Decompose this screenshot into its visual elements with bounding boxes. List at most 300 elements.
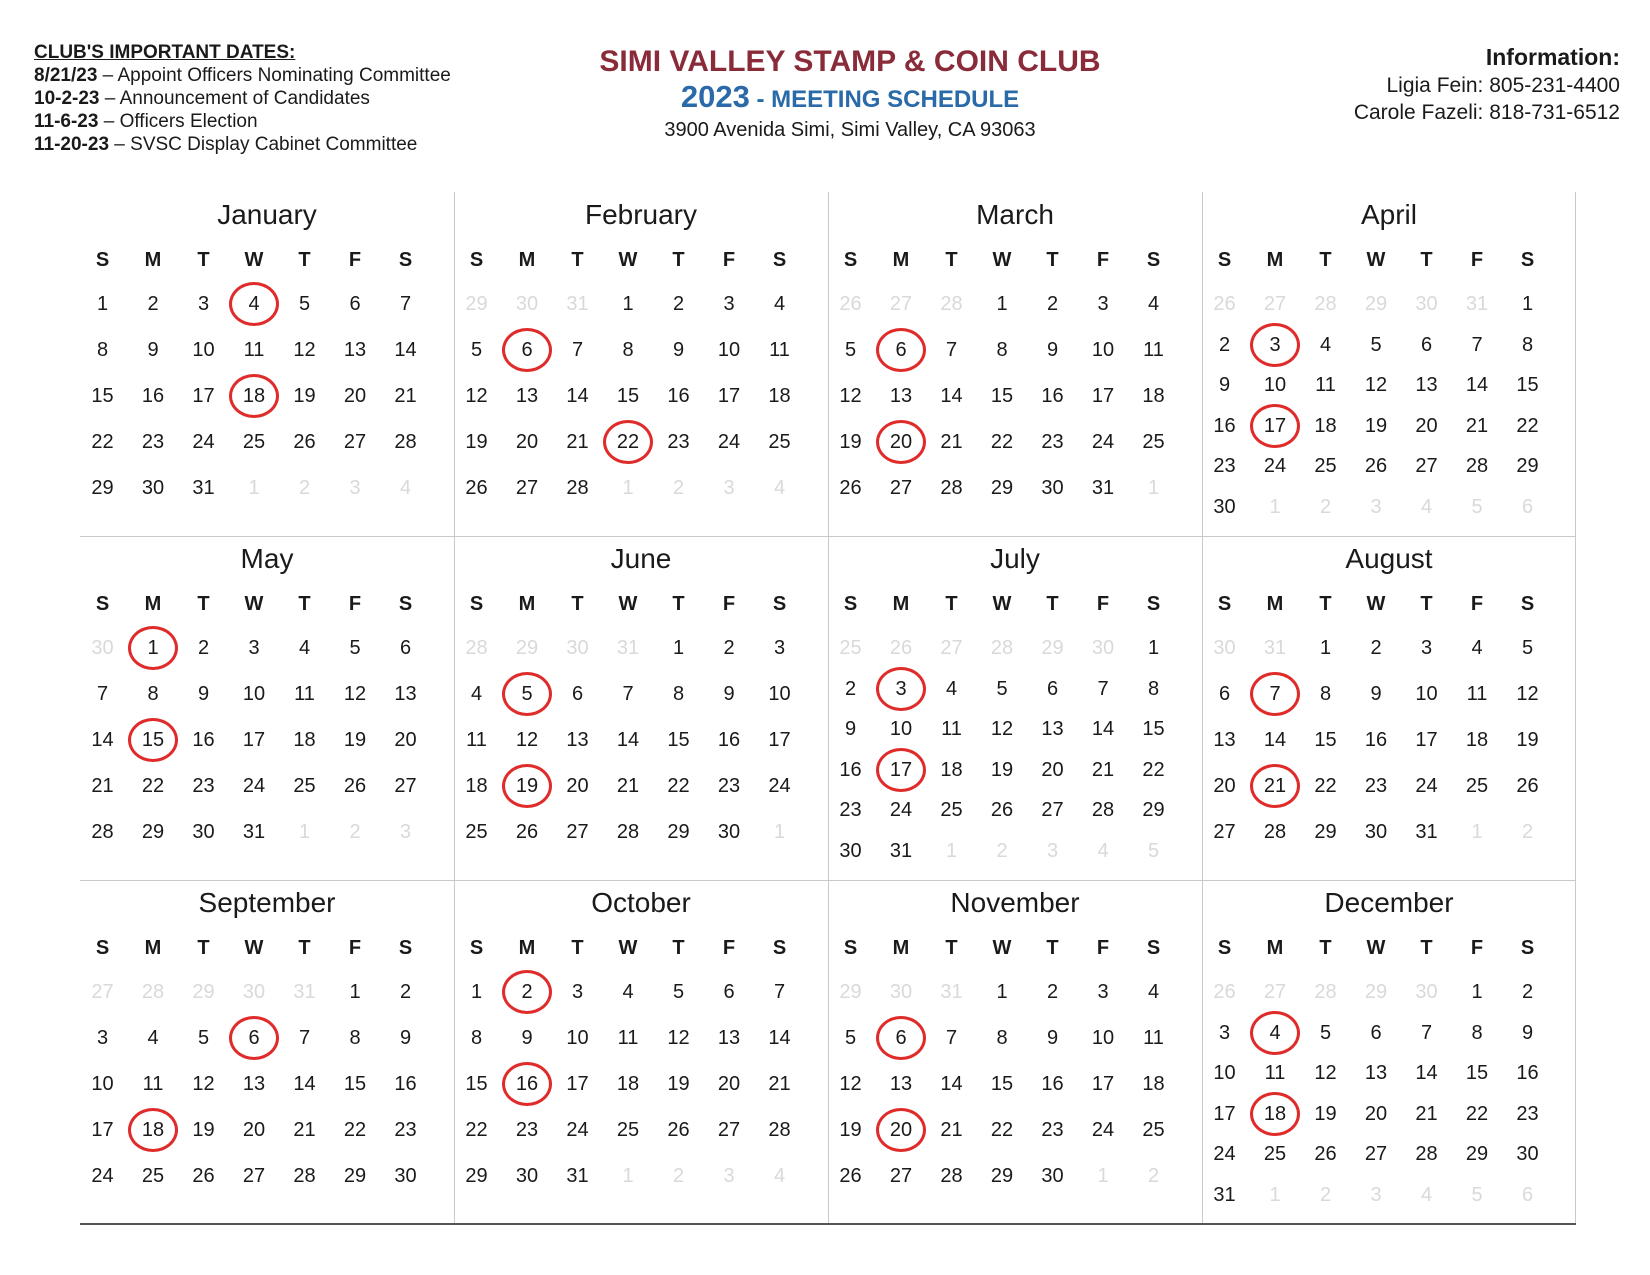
- calendar-day: 30: [1041, 477, 1064, 499]
- calendar-day: 6: [1521, 495, 1534, 518]
- weekday-header: S: [1146, 249, 1161, 271]
- calendar-day: 11: [1315, 374, 1336, 396]
- calendar-day: 4: [622, 981, 634, 1003]
- calendar-day: 29: [1465, 1143, 1489, 1165]
- calendar-day: 7: [622, 683, 634, 705]
- calendar-day: 26: [465, 477, 488, 499]
- calendar-day: 26: [990, 799, 1014, 821]
- weekday-header: T: [1046, 593, 1059, 615]
- calendar-day: 2: [672, 293, 685, 315]
- calendar-day: 25: [768, 431, 791, 453]
- weekday-header: W: [992, 249, 1012, 271]
- calendar-day: 8: [996, 1027, 1008, 1049]
- calendar-day: 29: [343, 1165, 367, 1187]
- calendar-day: 1: [349, 981, 361, 1003]
- calendar-day: 16: [1041, 385, 1064, 407]
- calendar-day: 30: [515, 293, 539, 315]
- meeting-day: 7: [1249, 682, 1302, 706]
- calendar-day: 19: [990, 758, 1014, 781]
- calendar-day: 24: [1213, 1143, 1236, 1165]
- calendar-day: 22: [343, 1119, 367, 1141]
- calendar-day: 10: [1213, 1062, 1236, 1084]
- calendar-day: 12: [839, 1073, 862, 1095]
- calendar-day: 7: [571, 339, 584, 361]
- weekday-header: W: [244, 593, 264, 615]
- meeting-day: 4: [1249, 1021, 1302, 1045]
- calendar-day: 25: [940, 799, 963, 821]
- month-name: July: [990, 543, 1040, 574]
- calendar-day: 30: [91, 637, 114, 659]
- calendar-day: 11: [1466, 683, 1488, 705]
- calendar-day: 9: [197, 683, 210, 705]
- calendar-day: 10: [768, 683, 791, 705]
- calendar-day: 9: [723, 683, 735, 705]
- calendar-day: 12: [990, 718, 1014, 740]
- weekday-header: T: [298, 249, 311, 271]
- calendar-day: 30: [1213, 637, 1236, 659]
- weekday-header: W: [1366, 249, 1386, 271]
- calendar-day: 25: [616, 1119, 640, 1141]
- calendar-day: 8: [147, 683, 159, 705]
- calendar-day: 15: [1142, 718, 1165, 740]
- important-date: 10-2-23: [34, 88, 100, 109]
- meeting-day: 20: [875, 1118, 928, 1142]
- weekday-header: S: [1217, 249, 1232, 271]
- calendar-day: 27: [1364, 1143, 1388, 1165]
- month-name: February: [584, 199, 698, 230]
- weekday-header: T: [1420, 249, 1433, 271]
- calendar-day: 5: [1471, 1183, 1483, 1206]
- calendar-day: 19: [192, 1119, 215, 1141]
- important-dates: [34, 42, 554, 156]
- calendar-day: 9: [1046, 339, 1059, 361]
- calendar-day: 16: [1516, 1062, 1539, 1084]
- calendar-day: 27: [1415, 455, 1438, 477]
- calendar-day: 3: [349, 477, 361, 499]
- calendar-day: 5: [1319, 1021, 1332, 1044]
- calendar-day: 5: [1521, 637, 1534, 659]
- calendar-day: 16: [1041, 1073, 1064, 1095]
- calendar-day: 24: [717, 431, 741, 453]
- calendar-day: 28: [1091, 799, 1115, 821]
- month-name: September: [198, 887, 336, 918]
- weekday-header: T: [197, 593, 210, 615]
- calendar-day: 1: [773, 821, 786, 843]
- weekday-header: T: [945, 593, 958, 615]
- calendar-day: 22: [990, 431, 1014, 453]
- calendar-day: 1: [672, 637, 685, 659]
- month-name: November: [950, 887, 1080, 918]
- calendar-day: 2: [723, 637, 735, 659]
- weekday-header: T: [571, 249, 584, 271]
- calendar-day: 25: [839, 637, 862, 659]
- calendar-day: 16: [1213, 414, 1236, 437]
- weekday-header: S: [469, 593, 484, 615]
- calendar-day: 24: [242, 775, 266, 797]
- calendar-day: 7: [399, 293, 412, 315]
- month-march: [828, 192, 1202, 536]
- calendar-day: 6: [1218, 683, 1231, 705]
- calendar-day: 1: [996, 293, 1008, 315]
- calendar-day: 9: [1046, 1027, 1059, 1049]
- calendar-day: 11: [1264, 1062, 1286, 1084]
- calendar-day: 17: [717, 385, 741, 407]
- weekday-header: M: [1266, 593, 1284, 615]
- weekday-header: M: [144, 593, 162, 615]
- calendar-day: 4: [298, 637, 311, 659]
- month-october: [454, 880, 828, 1224]
- calendar-day: 29: [839, 981, 862, 1003]
- calendar-day: 1: [1269, 495, 1281, 518]
- calendar-day: 26: [1314, 1143, 1337, 1165]
- calendar-day: 29: [465, 1165, 488, 1187]
- calendar-day: 29: [465, 293, 488, 315]
- calendar-day: 31: [293, 981, 316, 1003]
- calendar-day: 26: [343, 775, 367, 797]
- calendar-day: 13: [1041, 718, 1064, 740]
- calendar-day: 2: [399, 981, 412, 1003]
- calendar-day: 12: [667, 1027, 690, 1049]
- calendar-day: 9: [672, 339, 685, 361]
- weekday-header: S: [398, 249, 413, 271]
- calendar-day: 28: [940, 1165, 963, 1187]
- calendar-day: 2: [996, 839, 1008, 862]
- calendar-day: 18: [1142, 385, 1165, 407]
- calendar-day: 8: [1147, 677, 1160, 700]
- calendar-day: 18: [1465, 729, 1489, 751]
- weekday-header: F: [722, 249, 736, 271]
- calendar-day: 3: [399, 821, 412, 843]
- calendar-day: 7: [1420, 1021, 1433, 1044]
- calendar-day: 14: [566, 385, 589, 407]
- calendar-day: 10: [1091, 339, 1115, 361]
- calendar-day: 22: [1142, 758, 1165, 781]
- weekday-header: F: [1470, 249, 1484, 271]
- calendar-day: 29: [91, 477, 114, 499]
- calendar-day: 27: [394, 775, 417, 797]
- weekday-header: S: [95, 593, 110, 615]
- calendar-day: 21: [394, 385, 417, 407]
- weekday-header: W: [244, 937, 264, 959]
- calendar-day: 3: [1370, 495, 1382, 518]
- meeting-day: 19: [501, 774, 554, 798]
- calendar-day: 7: [945, 1027, 958, 1049]
- calendar-day: 14: [1091, 718, 1115, 740]
- calendar-day: 11: [769, 339, 790, 361]
- calendar-day: 10: [91, 1073, 114, 1095]
- calendar-day: 15: [1314, 729, 1337, 751]
- calendar-day: 8: [1521, 333, 1534, 356]
- calendar-day: 15: [990, 1073, 1014, 1095]
- calendar-day: 30: [717, 821, 741, 843]
- calendar-day: 23: [1516, 1102, 1539, 1125]
- calendar-day: 1: [298, 821, 311, 843]
- weekday-header: T: [298, 937, 311, 959]
- calendar-day: 5: [470, 339, 483, 361]
- calendar-day: 2: [349, 821, 361, 843]
- calendar-day: 26: [889, 637, 913, 659]
- calendar-day: 12: [343, 683, 367, 705]
- calendar-day: 4: [773, 477, 786, 499]
- calendar-day: 26: [293, 431, 316, 453]
- calendar-day: 30: [242, 981, 266, 1003]
- meeting-day: 20: [875, 430, 928, 454]
- weekday-header: F: [722, 937, 736, 959]
- calendar-day: 22: [141, 775, 165, 797]
- weekday-header: T: [571, 593, 584, 615]
- calendar-day: 4: [1420, 1183, 1433, 1206]
- calendar-day: 25: [141, 1165, 165, 1187]
- calendar-day: 30: [566, 637, 589, 659]
- calendar-day: 25: [1263, 1143, 1287, 1165]
- meeting-day: 21: [1249, 774, 1302, 798]
- calendar-day: 30: [394, 1165, 417, 1187]
- calendar-day: 8: [996, 339, 1008, 361]
- calendar-day: 30: [889, 981, 913, 1003]
- weekday-header: T: [672, 593, 685, 615]
- calendar-day: 7: [298, 1027, 311, 1049]
- weekday-header: F: [1096, 249, 1110, 271]
- weekday-header: T: [1319, 593, 1332, 615]
- weekday-header: S: [772, 937, 787, 959]
- calendar-day: 6: [571, 683, 584, 705]
- calendar-day: 1: [945, 839, 958, 862]
- calendar-day: 6: [1046, 677, 1059, 700]
- calendar-day: 13: [566, 729, 589, 751]
- calendar-day: 17: [1091, 1073, 1115, 1095]
- calendar-day: 30: [1213, 495, 1236, 518]
- calendar-day: 29: [515, 637, 539, 659]
- calendar-day: 13: [1364, 1062, 1388, 1084]
- calendar-day: 18: [940, 758, 963, 781]
- calendar-day: 13: [394, 683, 417, 705]
- calendar-day: 28: [465, 637, 488, 659]
- calendar-day: 5: [844, 339, 857, 361]
- calendar-day: 27: [1263, 293, 1287, 315]
- calendar-day: 5: [1147, 839, 1160, 862]
- calendar-day: 20: [717, 1073, 741, 1095]
- calendar-day: 2: [1521, 981, 1534, 1003]
- calendar-day: 1: [1319, 637, 1332, 659]
- club-address: 3900 Avenida Simi, Simi Valley, CA 93063: [664, 119, 1036, 141]
- calendar-day: 4: [147, 1027, 159, 1049]
- calendar-day: 29: [1314, 821, 1337, 843]
- weekday-header: W: [992, 937, 1012, 959]
- calendar-day: 5: [197, 1027, 210, 1049]
- calendar-day: 12: [839, 385, 862, 407]
- calendar-day: 9: [1218, 374, 1231, 396]
- calendar-day: 27: [1213, 821, 1236, 843]
- calendar-day: 17: [242, 729, 266, 751]
- calendar-day: 13: [1415, 374, 1438, 396]
- calendar-day: 19: [1364, 414, 1388, 437]
- calendar-day: 23: [192, 775, 215, 797]
- weekday-header: T: [298, 593, 311, 615]
- calendar-day: 14: [616, 729, 640, 751]
- month-august: [1202, 536, 1576, 880]
- calendar-day: 27: [889, 1165, 913, 1187]
- month-name: August: [1345, 543, 1433, 574]
- calendar-day: 18: [1314, 414, 1337, 437]
- calendar-day: 11: [142, 1073, 164, 1095]
- weekday-header: M: [144, 937, 162, 959]
- calendar-day: 24: [1415, 775, 1438, 797]
- calendar-day: 28: [1465, 455, 1489, 477]
- calendar-day: 2: [1147, 1165, 1160, 1187]
- calendar-day: 19: [293, 385, 316, 407]
- weekday-header: S: [843, 937, 858, 959]
- calendar-day: 20: [1415, 414, 1438, 437]
- calendar-day: 30: [1415, 293, 1438, 315]
- calendar-day: 1: [1521, 293, 1534, 315]
- weekday-header: S: [1520, 249, 1535, 271]
- calendar-day: 3: [96, 1027, 109, 1049]
- schedule-label: - MEETING SCHEDULE: [749, 86, 1020, 113]
- calendar-day: 4: [1420, 495, 1433, 518]
- calendar-day: 20: [1213, 775, 1236, 797]
- calendar-day: 13: [242, 1073, 266, 1095]
- month-name: October: [591, 887, 691, 918]
- calendar-day: 14: [1465, 374, 1489, 396]
- month-november: [828, 880, 1202, 1224]
- important-date-item: [34, 64, 554, 87]
- calendar-day: 17: [192, 385, 215, 407]
- meeting-day: 6: [501, 338, 554, 362]
- calendar-day: 1: [1147, 637, 1160, 659]
- calendar-day: 15: [343, 1073, 367, 1095]
- calendar-day: 3: [1370, 1183, 1382, 1206]
- weekday-header: W: [1366, 593, 1386, 615]
- calendar-day: 23: [839, 799, 862, 821]
- weekday-header: S: [398, 937, 413, 959]
- calendar-day: 23: [394, 1119, 417, 1141]
- calendar-day: 22: [1465, 1102, 1489, 1125]
- calendar-day: 26: [839, 477, 862, 499]
- weekday-header: F: [348, 249, 362, 271]
- calendar-day: 2: [147, 293, 159, 315]
- calendar-day: 10: [192, 339, 215, 361]
- calendar-day: 12: [465, 385, 488, 407]
- weekday-header: T: [672, 937, 685, 959]
- month-june: [454, 536, 828, 880]
- calendar-day: 25: [1314, 455, 1337, 477]
- calendar-day: 30: [141, 477, 165, 499]
- calendar-day: 1: [96, 293, 109, 315]
- calendar-day: 1: [1471, 821, 1483, 843]
- weekday-header: S: [95, 249, 110, 271]
- calendar-day: 21: [940, 1119, 963, 1141]
- calendar-day: 25: [1465, 775, 1489, 797]
- calendar-day: 21: [1415, 1102, 1438, 1125]
- meeting-day: 22: [602, 430, 655, 454]
- calendar-day: 3: [723, 293, 735, 315]
- weekday-header: S: [398, 593, 413, 615]
- calendar-day: 28: [566, 477, 589, 499]
- calendar-day: 22: [1314, 775, 1337, 797]
- calendar-day: 11: [1143, 339, 1164, 361]
- calendar-day: 3: [197, 293, 210, 315]
- calendar-day: 29: [1041, 637, 1064, 659]
- calendar-day: 19: [465, 431, 488, 453]
- calendar-day: 31: [1263, 637, 1287, 659]
- calendar-day: 18: [293, 729, 316, 751]
- weekday-header: M: [518, 593, 536, 615]
- calendar-day: 24: [1091, 431, 1115, 453]
- calendar-day: 26: [1364, 455, 1388, 477]
- calendar-day: 4: [399, 477, 412, 499]
- calendar-day: 28: [1314, 293, 1337, 315]
- calendar-day: 10: [1415, 683, 1438, 705]
- calendar-day: 29: [1364, 981, 1388, 1003]
- calendar-day: 21: [1091, 758, 1115, 781]
- calendar-day: 3: [1097, 981, 1109, 1003]
- weekday-header: T: [571, 937, 584, 959]
- calendar-day: 14: [768, 1027, 791, 1049]
- month-april: [1202, 192, 1576, 536]
- calendar-day: 25: [293, 775, 316, 797]
- calendar-day: 7: [773, 981, 786, 1003]
- calendar-day: 2: [1046, 293, 1059, 315]
- calendar-day: 14: [1415, 1062, 1438, 1084]
- calendar-day: 3: [723, 477, 735, 499]
- calendar-day: 22: [91, 431, 114, 453]
- important-date: 11-20-23: [34, 134, 110, 155]
- weekday-header: M: [892, 593, 910, 615]
- calendar-day: 24: [566, 1119, 589, 1141]
- calendar-day: 15: [667, 729, 690, 751]
- calendar-day: 11: [243, 339, 265, 361]
- calendar-day: 2: [1370, 637, 1382, 659]
- meeting-day: 1: [127, 636, 180, 660]
- weekday-header: F: [1096, 593, 1110, 615]
- calendar-day: 16: [1364, 729, 1388, 751]
- calendar-day: 13: [343, 339, 367, 361]
- calendar-day: 27: [889, 293, 913, 315]
- calendar-day: 7: [1097, 677, 1109, 700]
- calendar-day: 27: [889, 477, 913, 499]
- calendar-day: 29: [990, 477, 1014, 499]
- calendar-day: 30: [1415, 981, 1438, 1003]
- calendar-day: 5: [844, 1027, 857, 1049]
- calendar-day: 3: [723, 1165, 735, 1187]
- weekday-header: M: [1266, 937, 1284, 959]
- meeting-day: 16: [501, 1072, 554, 1096]
- calendar-day: 14: [293, 1073, 316, 1095]
- calendar-day: 23: [515, 1119, 539, 1141]
- calendar-day: 12: [515, 729, 539, 751]
- calendar-day: 31: [889, 839, 913, 862]
- month-name: April: [1360, 199, 1417, 230]
- important-date-text: – SVSC Display Cabinet Committee: [109, 134, 418, 155]
- calendar-day: 23: [667, 431, 690, 453]
- weekday-header: S: [1520, 593, 1535, 615]
- month-december: [1202, 880, 1576, 1224]
- important-date-item: [34, 110, 554, 133]
- calendar-day: 18: [768, 385, 791, 407]
- calendar-day: 5: [672, 981, 685, 1003]
- calendar-day: 20: [242, 1119, 266, 1141]
- calendar-day: 3: [1097, 293, 1109, 315]
- calendar-day: 20: [566, 775, 589, 797]
- calendar-day: 29: [1364, 293, 1388, 315]
- calendar-day: 28: [1415, 1143, 1438, 1165]
- calendar-day: 17: [566, 1073, 589, 1095]
- page-header: [540, 44, 1160, 143]
- important-date-text: – Appoint Officers Nominating Committee: [97, 65, 451, 86]
- calendar-day: 28: [394, 431, 417, 453]
- calendar-day: 26: [839, 1165, 862, 1187]
- calendar-day: 1: [470, 981, 483, 1003]
